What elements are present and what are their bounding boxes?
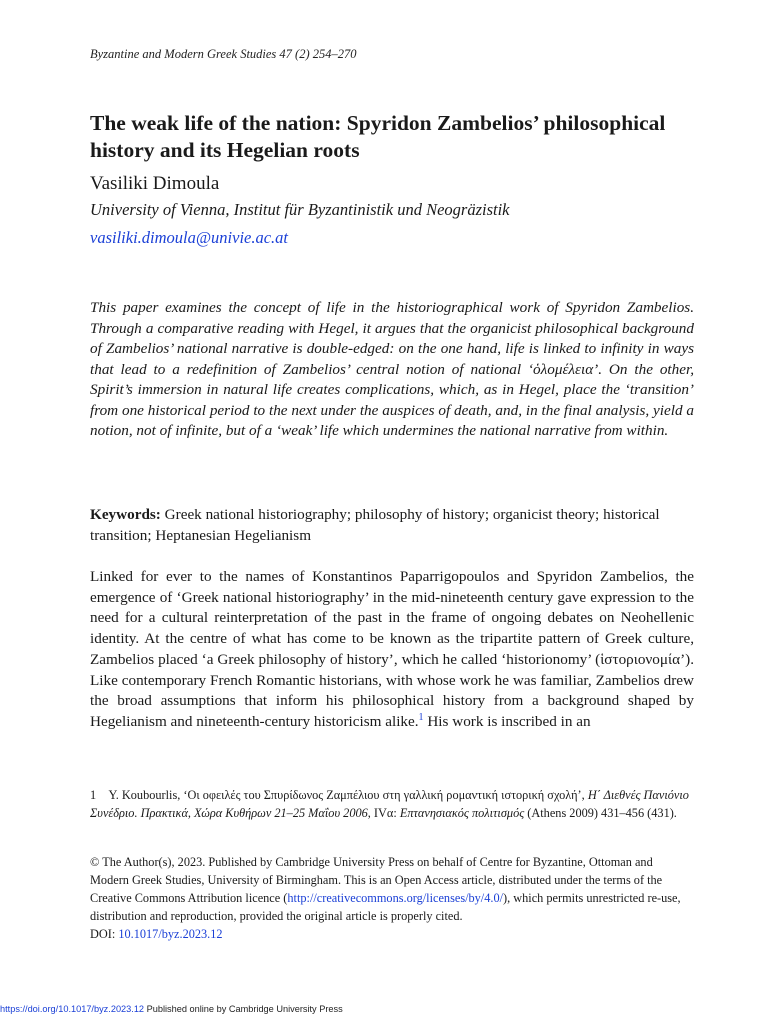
- body-paragraph-tail: His work is inscribed in an: [423, 712, 591, 730]
- footer-published-text: Published online by Cambridge University Press: [144, 1004, 343, 1014]
- article-title: The weak life of the nation: Spyridon Zambelios’ philosophical history and its Hegelian roots: [90, 111, 666, 162]
- footnote-number: 1: [90, 788, 97, 802]
- journal-citation: Byzantine and Modern Greek Studies 47 (2) 254–270: [90, 47, 357, 61]
- footer-doi-link[interactable]: https://doi.org/10.1017/byz.2023.12: [0, 1004, 145, 1014]
- author-email-link[interactable]: vasiliki.dimoula@univie.ac.at: [90, 228, 289, 247]
- footnote-1: [90, 786, 694, 822]
- footnote-ref-1[interactable]: 1: [418, 711, 424, 723]
- doi-label: DOI:: [90, 927, 119, 941]
- publication-footer: [0, 1004, 343, 1014]
- body-paragraph-text: Linked for ever to the names of Konstantinos Paparrigopoulos and Spyridon Zambelios, the emergence of ‘Greek national historiography’ in the mid-nineteenth century gave expression to the need for a cultural reinterpretation of the past in the frame of ongoing debates on Neohellenic identity. At the centre of what has come to be known as the tripartite pattern of Greek culture, Zambelios placed ‘a Greek philosophy of history’, which he called ‘historionomy’ (ἱστοριονομία’). Like contemporary French Romantic historians, with whose work he was familiar, Zambelios drew the broad assumptions that inform his philosophical history from a background shaped by Hegelianism and nineteenth-century historicism alike.: [90, 568, 694, 730]
- keywords-text: Greek national historiography; philosophy of history; organicist theory; historical transition; Heptanesian Hegelianism: [90, 506, 660, 544]
- doi-link[interactable]: 10.1017/byz.2023.12: [118, 927, 223, 941]
- footnote-italic-b: Επτανησιακός πολιτισμός: [399, 806, 525, 820]
- footnote-italic-a: Η΄ Διεθνές Πανιόνιο Συνέδριο. Πρακτικά, Χώρα Κυθήρων 21–25 Μαΐου 2006: [90, 788, 689, 820]
- keywords-label: Keywords:: [90, 506, 161, 523]
- footnote-text-b: , IVα:: [367, 806, 400, 820]
- keywords: [90, 505, 694, 546]
- author-affiliation: University of Vienna, Institut für Byzantinistik und Neogräzistik: [90, 200, 510, 219]
- license-notice: [90, 853, 694, 943]
- footnote-text-a: Y. Koubourlis, ‘Οι οφειλές του Σπυρίδωνος Ζαμπέλιου στη γαλλική ρομαντική ιστορική σχολή’,: [108, 788, 588, 802]
- author-name: Vasiliki Dimoula: [90, 173, 220, 194]
- license-text-a: © The Author(s), 2023. Published by Cambridge University Press on behalf of Centre for Byzantine, Ottoman and Modern Greek Studies, University of Birmingham. This is an Open Access article, distributed under the terms of the Creative Commons Attribution licence (: [90, 855, 663, 905]
- abstract: This paper examines the concept of life in the historiographical work of Spyridon Zambelios. Through a comparative reading with Hegel, it argues that the organicist philosophical background of Zambelios’ national narrative is double-edged: on the one hand, life is linked to infinity in ways that lead to a redefinition of Zambelios’ central notion of national ‘ὁλομέλεια’. On the other, Spirit’s immersion in natural life creates complications, which, as in Hegel, place the ‘transition’ from one historical period to the next under the auspices of death, and, in the final analysis, yield a notion, not of infinite, but of a ‘weak’ life which undermines the national narrative from within.: [90, 299, 694, 439]
- footnote-text-c: (Athens 2009) 431–456 (431).: [524, 806, 677, 820]
- body-paragraph: [90, 567, 694, 733]
- license-url-link[interactable]: http://creativecommons.org/licenses/by/4.0/: [287, 891, 504, 905]
- license-text-b: ), which permits unrestricted re-use, distribution and reproduction, provided the original article is properly cited.: [90, 891, 681, 923]
